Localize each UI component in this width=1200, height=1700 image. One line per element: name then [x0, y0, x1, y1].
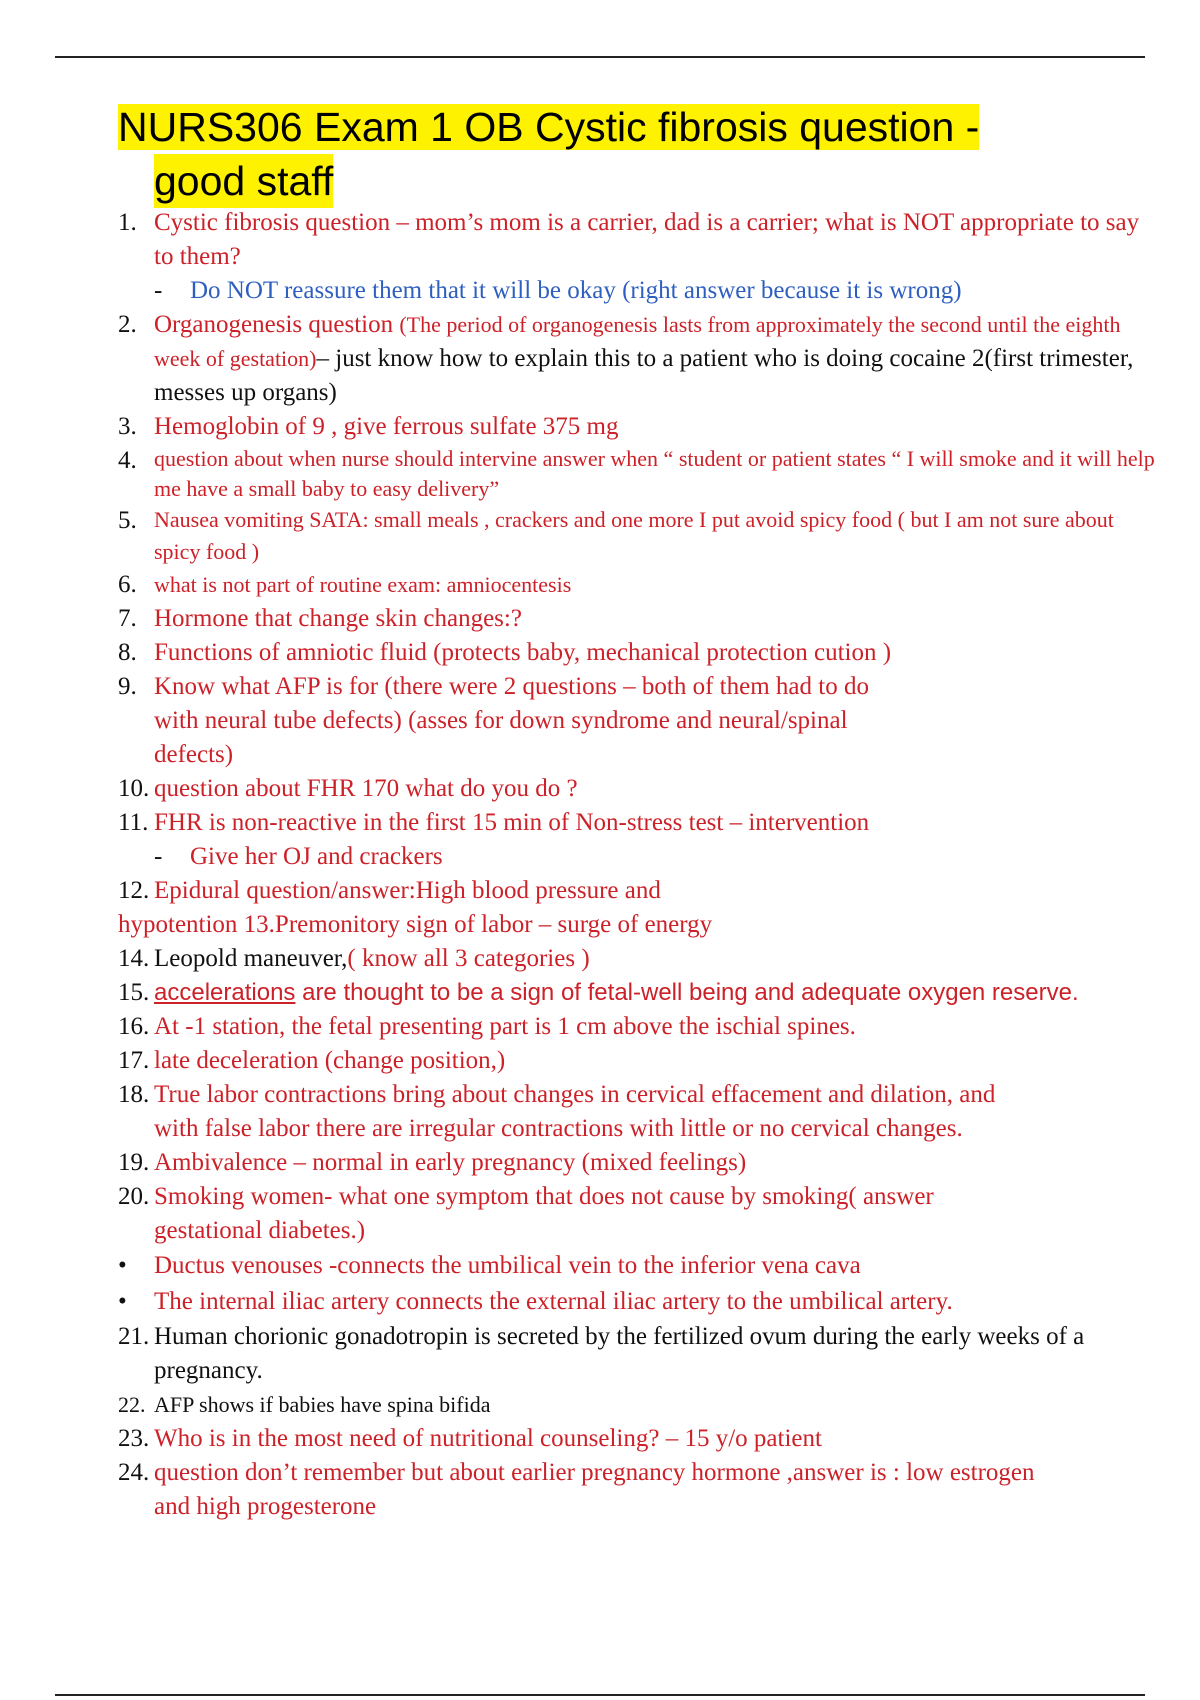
item-number: 17. [118, 1047, 150, 1074]
item-number: 14. [118, 945, 150, 972]
list-item-24 [118, 1456, 1158, 1524]
item-number: 20. [118, 1183, 150, 1210]
bullet-dot: • [118, 1288, 127, 1315]
item-number: 3. [118, 413, 137, 440]
bullet-text: Ductus venouses -connects the umbilical vein to the inferior vena cava [154, 1252, 861, 1279]
item-number: 1. [118, 209, 137, 236]
item-text: what is not part of routine exam: amniocentesis [154, 572, 572, 597]
list-item-4 [118, 444, 1158, 504]
item-text: Epidural question/answer:High blood pressure and [154, 877, 661, 904]
list-item-16 [118, 1010, 1158, 1044]
item-text-a: accelerations [154, 979, 296, 1006]
item-text: Hormone that change skin changes:? [154, 605, 522, 632]
question-list [118, 206, 1158, 1524]
item-number: 18. [118, 1081, 150, 1108]
list-item-19 [118, 1146, 1158, 1180]
sub-item-text: Give her OJ and crackers [190, 843, 443, 870]
top-rule [55, 56, 1145, 58]
item-text: FHR is non-reactive in the first 15 min of Non-stress test – intervention [154, 809, 870, 836]
item-text: AFP shows if babies have spina bifida [154, 1392, 491, 1417]
item-text: Functions of amniotic fluid (protects baby, mechanical protection cution ) [154, 639, 892, 666]
list-item-12 [118, 874, 1158, 908]
list-item-15 [118, 976, 1158, 1010]
item-text: Smoking women- what one symptom that does not cause by smoking( answer gestational diabetes.) [154, 1183, 934, 1244]
item-text: Know what AFP is for (there were 2 questions – both of them had to do with neural tube defects) (asses for down syndrome and neural/spinal defects) [154, 673, 869, 768]
item-text: At -1 station, the fetal presenting part is 1 cm above the ischial spines. [154, 1013, 856, 1040]
item-text: Ambivalence – normal in early pregnancy (mixed feelings) [154, 1149, 747, 1176]
bullet-dot: • [118, 1252, 127, 1279]
list-item-20 [118, 1180, 1158, 1248]
list-item-11 [118, 806, 1158, 840]
sub-item-text: Do NOT reassure them that it will be okay (right answer because it is wrong) [190, 277, 962, 304]
item-text-b: are thought to be a sign of fetal-well being and adequate oxygen reserve. [295, 979, 1079, 1006]
item-number: 9. [118, 673, 137, 700]
list-item-14 [118, 942, 1158, 976]
item-number: 8. [118, 639, 137, 666]
list-item-2 [118, 308, 1158, 410]
list-item-10 [118, 772, 1158, 806]
item-text-b: (The period of organogenesis lasts from approximately the second until the eighth week of gestation) [154, 312, 1121, 371]
bullet-item-ductus [118, 1248, 1158, 1284]
title-line-2: good staff [154, 154, 333, 208]
dash-marker: - [154, 277, 163, 304]
list-item-3 [118, 410, 1158, 444]
item-text: question about when nurse should intervine answer when “ student or patient states “ I will smoke and it will help me have a small baby to easy delivery” [154, 446, 1155, 501]
item-text-b: ( know all 3 categories ) [347, 945, 590, 972]
item-number: 23. [118, 1425, 150, 1452]
dash-marker: - [154, 843, 163, 870]
item-text: late deceleration (change position,) [154, 1047, 506, 1074]
list-item-18 [118, 1078, 1158, 1146]
item-text: True labor contractions bring about changes in cervical effacement and dilation, and with false labor there are irregular contractions with little or no cervical changes. [154, 1081, 996, 1142]
title-line-1: NURS306 Exam 1 OB Cystic fibrosis question - [118, 104, 980, 150]
list-item-6 [118, 568, 1158, 602]
bullet-item-iliac [118, 1284, 1158, 1320]
bullet-text: The internal iliac artery connects the external iliac artery to the umbilical artery. [154, 1288, 953, 1315]
item-number: 16. [118, 1013, 150, 1040]
item-text: question don’t remember but about earlier pregnancy hormone ,answer is : low estrogen and high progesterone [154, 1459, 1035, 1520]
sub-item [118, 840, 1158, 874]
item-number: 11. [118, 809, 149, 836]
list-item-21 [118, 1320, 1158, 1388]
sub-item [118, 274, 1158, 308]
item-number: 2. [118, 311, 137, 338]
item-number: 7. [118, 605, 137, 632]
item-text: Cystic fibrosis question – mom’s mom is a carrier, dad is a carrier; what is NOT appropriate to say to them? [154, 209, 1140, 270]
list-item-17 [118, 1044, 1158, 1078]
item-number: 21. [118, 1323, 150, 1350]
item-number: 12. [118, 877, 150, 904]
item-text-a: Organogenesis question [154, 311, 400, 338]
item-text: Hemoglobin of 9 , give ferrous sulfate 375 mg [154, 413, 619, 440]
item-text: question about FHR 170 what do you do ? [154, 775, 578, 802]
list-item-5 [118, 504, 1158, 568]
item-number: 4. [118, 447, 137, 474]
item-text-c: – just know how to explain this to a patient who is doing cocaine 2(first trimester, messes up organs) [154, 345, 1134, 406]
list-item-22 [118, 1388, 1158, 1422]
item-number: 15. [118, 979, 150, 1006]
list-item-9 [118, 670, 1158, 772]
item-number: 22. [118, 1392, 146, 1417]
page-title [118, 100, 1118, 208]
item-text-a: Leopold maneuver, [154, 945, 348, 972]
item-number: 5. [118, 507, 137, 534]
item-number: 24. [118, 1459, 150, 1486]
list-item-23 [118, 1422, 1158, 1456]
bottom-rule [55, 1694, 1145, 1696]
list-item-1 [118, 206, 1158, 274]
list-item-8 [118, 636, 1158, 670]
item-number: 6. [118, 571, 137, 598]
item-number: 10. [118, 775, 150, 802]
item-number: 19. [118, 1149, 150, 1176]
list-item-13-line: hypotention 13.Premonitory sign of labor – surge of energy [118, 911, 713, 938]
item-text: Who is in the most need of nutritional counseling? – 15 y/o patient [154, 1425, 822, 1452]
item-text: Human chorionic gonadotropin is secreted by the fertilized ovum during the early weeks of a pregnancy. [154, 1323, 1085, 1384]
item-text: Nausea vomiting SATA: small meals , crackers and one more I put avoid spicy food ( but I am not sure about spicy food ) [154, 507, 1114, 564]
list-item-7 [118, 602, 1158, 636]
